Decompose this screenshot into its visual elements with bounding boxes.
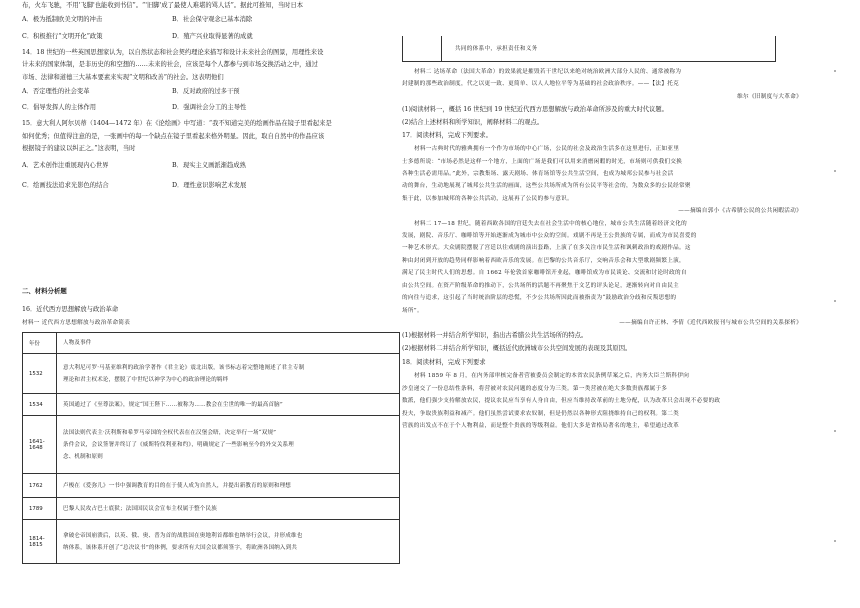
q16-material-2-line: 材料二 达场革命（法国大革命）的效果就是摧毁若干世纪以来绝对统治欧洲大部分人民的、通常被称为 [414,69,682,75]
binding-dot [834,70,836,72]
table-header-row [23,333,400,354]
q14-option-b[interactable]: B．反对政府的过多干预 [172,88,240,96]
q17-material-2-line: 满足了民主时代人们的思想。自 1662 年伦敦首家咖啡馆开业起，咖啡馆成为市民谈论、交流和讨论时政的自 [402,270,687,277]
binding-dot [834,170,836,172]
table-cell-year: 1534 [23,394,57,416]
q15-stem-line: 15．意大利人阿尔贝蒂（1404—1472 年）在《论绘画》中写道：“我不知道完美的绘画作品在镜子里看起来是 [22,120,332,128]
q16-material-2-source: 维尔《旧制度与大革命》 [737,93,802,100]
table-row [23,498,400,520]
event-line: 理论和君主权术论，摆脱了中世纪以神学为中心的政治理论的羁绊 [63,376,229,383]
q13-options-row-1 [22,12,400,28]
table-cell-event [57,354,400,394]
table-row [23,354,400,394]
q17-material-1-source: ——摘编自郭小《古希腊公民的公共闲暇活动》 [678,208,802,215]
events-table [22,332,400,564]
table-cell-event [57,520,400,564]
q14-option-a[interactable]: A．否定理性的社会变革 [22,88,90,96]
q18-material-line: 营族的出发点不在于个人物利益，而是整个贵族的等级利益。他们大多是省格局著名的地主，希望通过改革 [402,422,680,429]
q15-option-b[interactable]: B．现实主义画派渐趋成熟 [172,161,246,169]
q18-material-line: 材料 1859 年 8 月，在内务部审核完备者营被委员会制定的本省农民条例草案之后，内务大臣兰斯科伊向 [414,373,690,380]
q16-title: 16．近代西方思想解放与政治革命 [22,306,119,313]
table-continuation-text: 共同的体系中，承担责任和义务 [455,46,538,52]
q18-material-line: 投夫，争取贵族利益和减产。他们虽然尝试要求农奴制，但是仍然以各种形式阻挠维持自己的权利。第二类 [402,410,680,417]
table-row [23,416,400,474]
q17-material-2-line: 的向往与追求，这引起了当时统治阶层的恐慌，不少公共场所因此而被指责为“鼓励政治分歧和反叛思想的 [402,295,677,302]
q13-option-d[interactable]: D．殖产兴业取得显著的成就 [172,32,253,40]
q15-option-a[interactable]: A．艺术创作注重展现内心世界 [22,161,109,169]
table-cell-event [57,416,400,474]
q14-stem-line: 14．18 世纪的一些英国思想家认为，以自然状态和社会契约理论来描写和设计未来社会的图景，用理性来设 [22,48,324,56]
q14-stem-line: 市场、法律和道德三大基本要素来实现“文明和改善”的社会。这表明他们 [22,73,224,81]
q17-material-2-line: 一种艺术形式。大众剧院摆脱了宫廷以往戏剧的演出套路，上演了在多关注市民生活和讽刺政治的戏剧作品。这 [402,245,691,252]
event-line: 巴黎人民攻占巴士底狱；法国国民议会宣布主权属于整个民族 [63,505,217,512]
q15-stem-line: 如何优秀；但值得注意的是，一张画中的每一个缺点在镜子里看起来格外明显。因此，取自自然中的作品应该 [22,132,325,140]
table-header-year: 年份 [23,333,57,354]
table-cell-year: 1532 [23,354,57,394]
event-line: 意大利尼可罗·马基亚维利的政治学著作《君主论》震北出版，该书标志着完整地阐述了君主专制 [63,364,305,371]
table-cell-year: 1814-1815 [23,520,57,564]
q15-option-c[interactable]: C．绘画技法追求光影色的结合 [22,181,109,189]
q17-material-1-line: 各种生活必需用品。”此外，宗教集场、露天剧场、体育场馆等公共生活空间，也成为城邦公民参与社会活 [402,171,674,178]
q15-options-row-1 [22,156,400,176]
q17-material-1-line: 士多德所说：“市场必然是这样一个地方，上面的广场是我们可以用来消磨闲暇的时光，市场则可供我们交换 [402,158,683,165]
right-column [402,66,802,432]
q13-option-a[interactable]: A．极为抵制欧美文明的冲击 [22,16,103,24]
q17-material-1-line: 集于此，以参加城邦的各种公共活动，这展再了公民的参与意识。 [402,195,573,202]
event-line: 卢梭在《爱弥儿》一书中强调教育的目的在于使人成为自然人，并提出新教育的原则和理想 [63,482,292,489]
table-continuation [402,36,776,62]
table-row [23,394,400,416]
q17-material-2-line: 材料二 17—18 世纪，随着西欧各国的宫廷失去在社会生活中的核心地位，城市公共生活随着经济文化的 [414,220,688,227]
binding-margin [816,0,856,608]
q13-options-row-2 [22,29,400,45]
q13-option-c[interactable]: C．积极推行“文明开化”政策 [22,32,103,40]
event-line: 念、机制和原则 [63,453,103,460]
q17-material-2-line: 发展，剧院、音乐厅、咖啡馆等开始逐渐成为城市中公众的空间。戏剧不再是王公贵族的专属，而成为市民喜爱的 [402,233,697,240]
q16-question: (1)阅读材料一，概括 16 世纪到 19 世纪近代西方思想解放与政治革命所涉及的重大时代议题。 [402,106,668,114]
q17-material-1-line: 材料一古典时代的雅典拥有一个作为市场的中心广场，公民的社会及政治生活多在这里进行，正如亚里 [414,146,680,153]
q17-question: (1)根据材料一并结合所学知识，指出古希腊公共生活场所的特点。 [402,332,588,340]
table-cell-year: 1789 [23,498,57,520]
event-line: 拿破仑帝国崩溃后，以英、俄、奥、普为首的战胜国在奥地利首都维也纳举行会议，并形成维也 [63,532,303,539]
table-cell-year: 1641-1648 [23,416,57,474]
q14-option-c[interactable]: C．倡导发挥人的主体作用 [22,104,97,112]
event-line: 英国通过了《至尊法案》，规定“国王陛下……被称为……教会在尘世的唯一的最高首脑” [63,401,283,408]
event-line: 条件会议，会议签署并终订了《威斯特伐利亚和约》，明确规定了一些影响至今的外交关系理 [63,441,294,448]
table-header-event: 人物及事件 [57,333,400,354]
q16-question: (2)结合上述材料和所学知识，阐释材料二的观点。 [402,119,544,127]
q16-table-caption: 材料一 近代西方思想解放与政治革命简表 [22,320,131,327]
q17-material-2-source: ——摘编自许正林、李倩《近代西欧报刊与城市公共空间的关系探析》 [619,319,802,326]
q17-material-2-line: 场所”。 [402,307,423,314]
q17-title: 17．阅读材料，完成下列要求。 [402,132,492,140]
q13-stem-line: 布，火车飞驰，不用'飞脚'也能收到书信”。“'旧脚'成了最使人难堪的骂人话”。据此可推知，当时日本 [22,2,304,9]
q17-material-2-line: 由公共空间。在资产阶级革命的推动下，公共场所的活题不再聚焦于文艺的评头论足，逐渐转向对自由民主 [402,282,680,289]
q18-material-line: 沙皇递交了一份总结性条料，将营被对农民问题的态度分为三类。第一类营被在绝大多数贵族都属于多 [402,385,668,392]
q18-title: 18．阅读材料，完成下列要求 [402,359,486,367]
q16-material-2-line: 封建制的那些政治制度，代之以更一致、更简单、以人人地位平等为基础的社会政治秩序。——【法】托克 [402,81,680,88]
table-cell-event [57,474,400,498]
q14-option-d[interactable]: D．强调社会分工的主导性 [172,104,247,112]
table-row [23,474,400,498]
q18-material-line: 数派，他们强少支持解放农民，提议农民应当享有人身自由，但应当维持改革前的土地分配，认为改革只会出现不必要的政 [402,398,721,405]
binding-dot [834,430,836,432]
q13-option-b[interactable]: B．社会保守观念已基本消除 [172,16,253,24]
binding-dot [834,300,836,302]
q17-material-2-line: 种由封闭到开放的趋势同样影响着西欧音乐的发展。在巴黎的公共音乐厅，交响音乐会和大型歌剧频繁上演， [402,257,685,264]
q17-material-1-line: 动的舞台，生动地展现了城邦公共生活的画面，这些公共场所成为所有公民平等社会的，为数众多的公民经常聚 [402,183,691,190]
q15-option-d[interactable]: D．理性意识影响艺术发展 [172,181,247,189]
q14-options-row-2 [22,100,400,116]
table-cell-event [57,394,400,416]
table-cell-event [57,498,400,520]
table-row [23,520,400,564]
q15-options-row-2 [22,176,400,196]
table-cell-year: 1762 [23,474,57,498]
section-title: 二、材料分析题 [22,287,67,295]
event-line: 法国法则代表主·沃利斯和希罗马帝国的全权代表在在汉堡会晤，决定举行一场“双规” [63,429,277,436]
q17-question: (2)根据材料二并结合所学知识，概括近代欧洲城市公共空间发展的表现及其原因。 [402,345,632,353]
table-divider [441,36,442,62]
binding-dot [834,540,836,542]
q14-options-row-1 [22,84,400,100]
q15-stem-line: 根据镜子的建议以纠正之。”这表明，当时 [22,145,136,153]
q14-stem-line: 计未来的国家体制，是非历史的和空想的……未来的社会，应该是每个人都参与到市场交换活动之中，通过 [22,61,318,69]
event-line: 纳体系，该体系开创了“总决议书”的体例，要求所有大国会议都须签字，将欧洲各国纳入到共 [63,544,298,551]
